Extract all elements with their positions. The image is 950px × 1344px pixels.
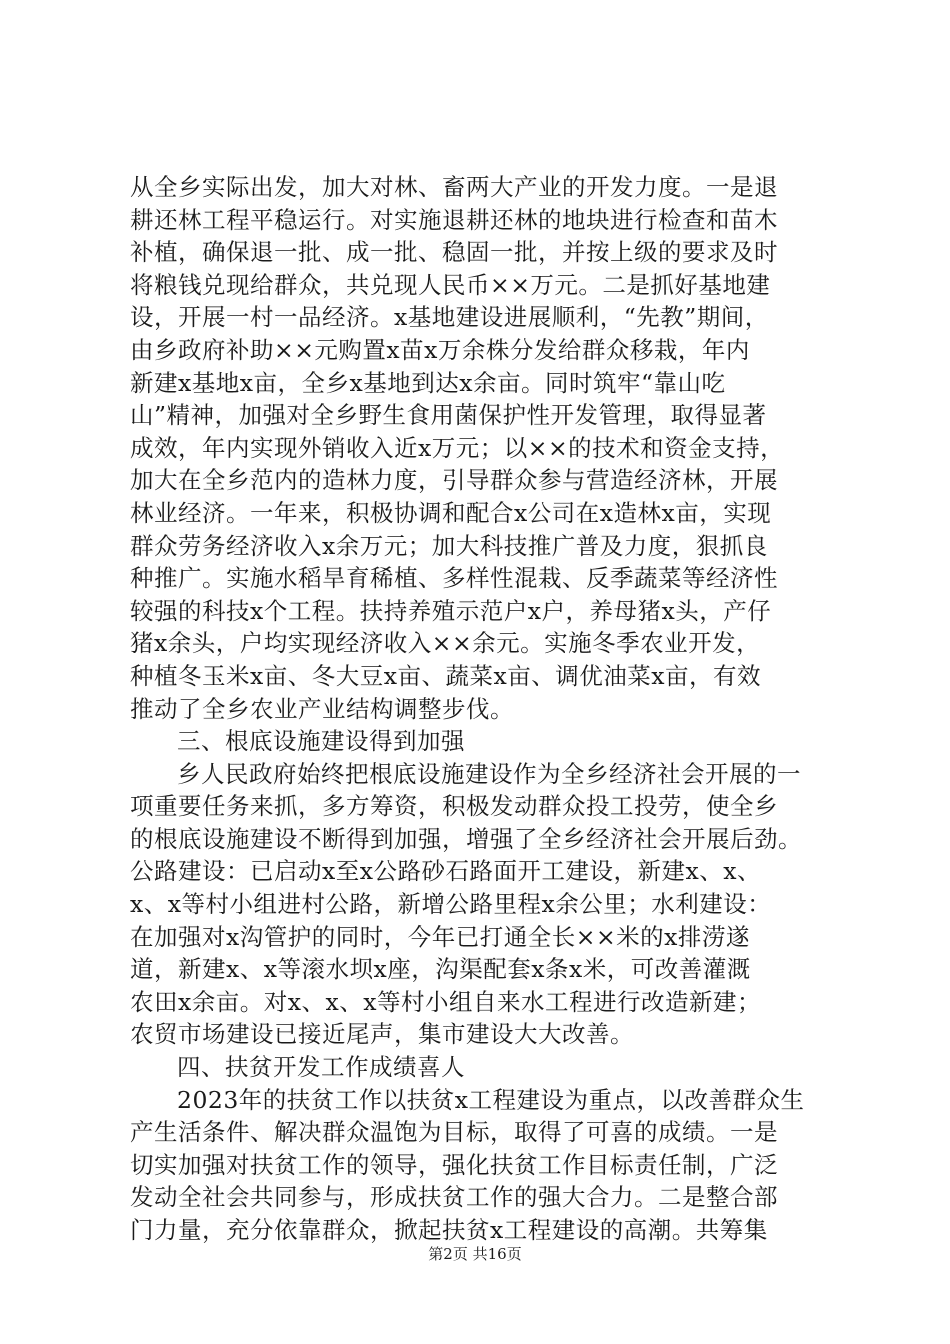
text-line: 公路建设：已启动x至x公路砂石路面开工建设，新建x、x、	[130, 857, 762, 886]
text-line: x、x等村小组进村公路，新增公路里程x余公里；水利建设：	[130, 890, 772, 919]
page-number-footer: 第2页 共16页	[428, 1245, 522, 1263]
text-line: 设，开展一村一品经济。x基地建设进展顺利，“先教”期间，	[130, 303, 769, 332]
document-body	[130, 171, 830, 1247]
text-line: 切实加强对扶贫工作的领导，强化扶贫工作目标责任制，广泛	[130, 1150, 778, 1179]
text-line: 产生活条件、解决群众温饱为目标，取得了可喜的成绩。一是	[130, 1118, 778, 1147]
text-line: 2023年的扶贫工作以扶贫x工程建设为重点，以改善群众生	[177, 1085, 805, 1114]
text-line: 种推广。实施水稻旱育稀植、多样性混栽、反季蔬菜等经济性	[130, 564, 778, 593]
text-line: 新建x基地x亩，全乡x基地到达x余亩。同时筑牢“靠山吃	[130, 368, 726, 397]
text-line: 道，新建x、x等滚水坝x座，沟渠配套x条x米，可改善灌溉	[130, 955, 751, 984]
text-line: 由乡政府补助××元购置x苗x万余株分发给群众移栽，年内	[130, 335, 750, 364]
text-line: 从全乡实际出发，加大对林、畜两大产业的开发力度。一是退	[130, 173, 778, 201]
text-line: 林业经济。一年来，积极协调和配合x公司在x造林x亩，实现	[130, 498, 772, 527]
text-line: 成效，年内实现外销收入近x万元；以××的技术和资金支持，	[130, 433, 785, 462]
text-line: 将粮钱兑现给群众，共兑现人民币××万元。二是抓好基地建	[130, 270, 771, 299]
text-line: 四、扶贫开发工作成绩喜人	[177, 1053, 465, 1082]
text-line: 猪x余头，户均实现经济收入××余元。实施冬季农业开发，	[130, 629, 761, 658]
text-line: 补植，确保退一批、成一批、稳固一批，并按上级的要求及时	[130, 238, 778, 267]
text-line: 较强的科技x个工程。扶持养殖示范户x户，养母猪x头，产仔	[130, 596, 772, 625]
text-line: 农田x余亩。对x、x、x等村小组自来水工程进行改造新建；	[130, 987, 762, 1016]
text-line: 的根底设施建设不断得到加强，增强了全乡经济社会开展后劲。	[130, 824, 802, 853]
text-line: 耕还林工程平稳运行。对实施退耕还林的地块进行检查和苗木	[130, 205, 778, 234]
text-line: 农贸市场建设已接近尾声，集市建设大大改善。	[130, 1020, 634, 1049]
text-line: 加大在全乡范内的造林力度，引导群众参与营造经济林，开展	[130, 466, 778, 495]
text-line: 在加强对x沟管护的同时，今年已打通全长××米的x排涝遂	[130, 922, 750, 951]
text-line: 门力量，充分依靠群众，掀起扶贫x工程建设的高潮。共筹集	[130, 1216, 768, 1244]
text-line: 三、根底设施建设得到加强	[177, 727, 465, 756]
text-line: 发动全社会共同参与，形成扶贫工作的强大合力。二是整合部	[130, 1183, 778, 1212]
text-line: 推动了全乡农业产业结构调整步伐。	[130, 694, 514, 723]
text-line: 项重要任务来抓，多方筹资，积极发动群众投工投劳，使全乡	[130, 792, 778, 821]
text-line: 种植冬玉米x亩、冬大豆x亩、蔬菜x亩、调优油菜x亩，有效	[130, 661, 762, 690]
text-line: 乡人民政府始终把根底设施建设作为全乡经济社会开展的一	[177, 759, 801, 788]
text-line: 山”精神，加强对全乡野生食用菌保护性开发管理，取得显著	[130, 401, 767, 430]
text-line: 群众劳务经济收入x余万元；加大科技推广普及力度，狠抓良	[130, 531, 768, 560]
